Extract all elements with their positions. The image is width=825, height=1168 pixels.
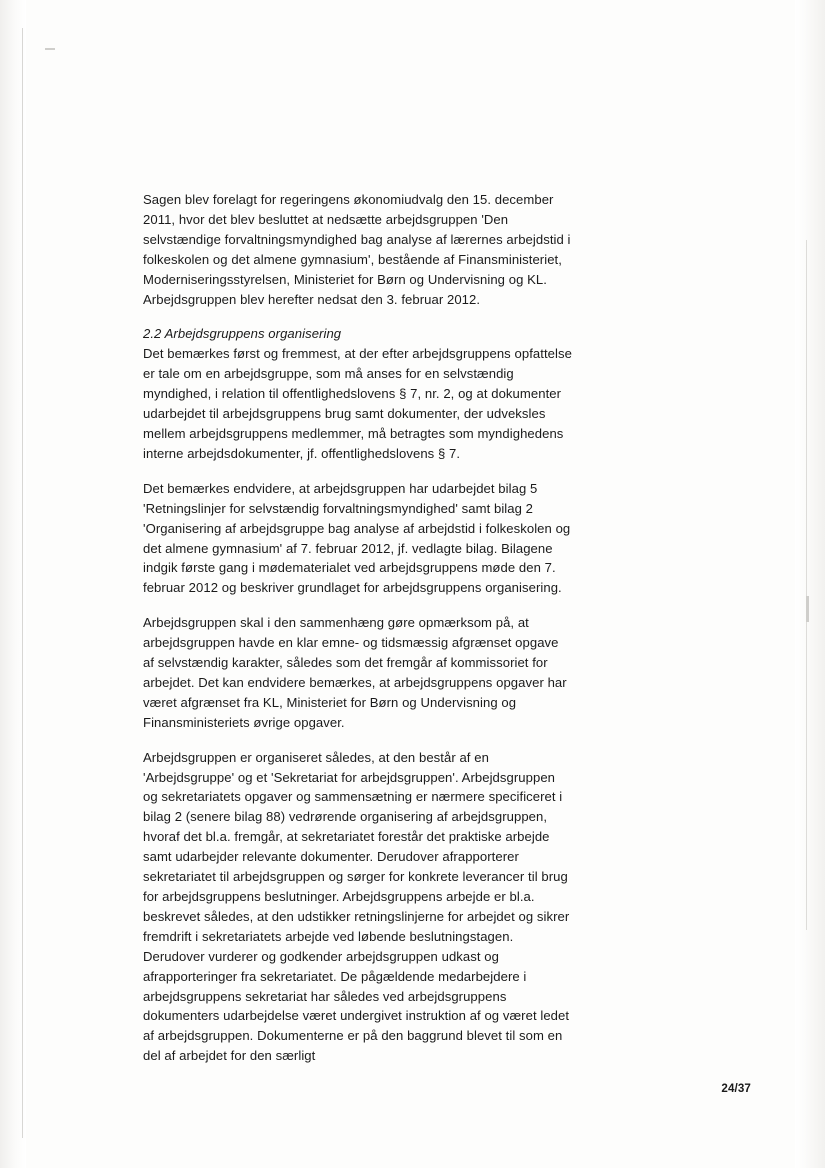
paragraph-afgraenset-opgave: Arbejdsgruppen skal i den sammenhæng gøre opmærksom på, at arbejdsgruppen havde en klar emne- og tidsmæssig afgrænset opgave af selvstændig karakter, således som det fremgår af kommissoriet for arbejdet. Det kan endvidere bemærkes, at arbejdsgruppens opgaver har været afgrænset fra KL, Ministeriet for Børn og Undervisning og Finansministeriets øvrige opgaver. (143, 615, 567, 730)
scan-artifact-line-right (806, 240, 807, 930)
scan-speck (806, 596, 809, 622)
paragraph-organisering: Arbejdsgruppen er organiseret således, at den består af en 'Arbejdsgruppe' og et 'Sekretariat for arbejdsgruppen'. Arbejdsgruppen og sekretariatets opgaver og sammensætning er nærmere specificeret i bilag 2 (senere bilag 88) vedrørende organisering af arbejdsgruppen, hvoraf det bl.a. fremgår, at sekretariatet forestår det praktiske arbejde samt udarbejder relevante dokumenter. Derudover afrapporterer sekretariatet til arbejdsgruppen og sørger for konkrete leverancer til brug for arbejdsgruppens beslutninger. Arbejdsgruppens arbejde er bl.a. beskrevet således, at den udstikker retningslinjerne for arbejdet og sikrer fremdrift i sekretariatets arbejde ved løbende beslutningstagen. Derudover vurderer og godkender arbejdsgruppen udkast og afrapporteringer fra sekretariatet. De pågældende medarbejdere i arbejdsgruppens sekretariat har således ved arbejdsgruppens dokumenters udarbejdelse været undergivet instruktion af og været ledet af arbejdsgruppen. Dokumenterne er på den baggrund blevet til som en del af arbejdet for den særligt (143, 749, 570, 1064)
document-body (143, 190, 573, 1066)
paragraph-opfattelse: Det bemærkes først og fremmest, at der efter arbejdsgruppens opfattelse er tale om en arbejdsgruppe, som må anses for en selvstændig myndighed, i relation til offentlighedslovens § 7, nr. 2, og at dokumenter udarbejdet til arbejdsgruppens brug samt dokumenter, der udveksles mellem arbejdsgruppens medlemmer, må betragtes som myndighedens interne arbejdsdokumenter, jf. offentlighedslovens § 7. (143, 346, 572, 461)
page-number: 24/37 (721, 1082, 751, 1095)
paragraph-bilag: Det bemærkes endvidere, at arbejdsgruppen har udarbejdet bilag 5 'Retningslinjer for selvstændig forvaltningsmyndighed' samt bilag 2 'Organisering af arbejdsgruppe bag analyse af arbejdstid i folkeskolen og det almene gymnasium' af 7. februar 2012, jf. vedlagte bilag. Bilagene indgik første gang i mødematerialet ved arbejdsgruppens møde den 7. februar 2012 og beskriver grundlaget for arbejdsgruppens organisering. (143, 480, 571, 596)
paragraph-intro: Sagen blev forelagt for regeringens økonomiudvalg den 15. december 2011, hvor det blev besluttet at nedsætte arbejdsgruppen 'Den selvstændige forvaltningsmyndighed bag analyse af lærernes arbejdstid i folkeskolen og det almene gymnasium', bestående af Finansministeriet, Moderniseringsstyrelsen, Ministeriet for Børn og Undervisning og KL. Arbejdsgruppen blev herefter nedsat den 3. februar 2012. (143, 192, 571, 307)
scan-speck (45, 48, 55, 50)
section-heading-2-2: 2.2 Arbejdsgruppens organisering (143, 326, 342, 342)
scan-edge-right (795, 0, 825, 1168)
scan-artifact-line-left (22, 28, 23, 1138)
